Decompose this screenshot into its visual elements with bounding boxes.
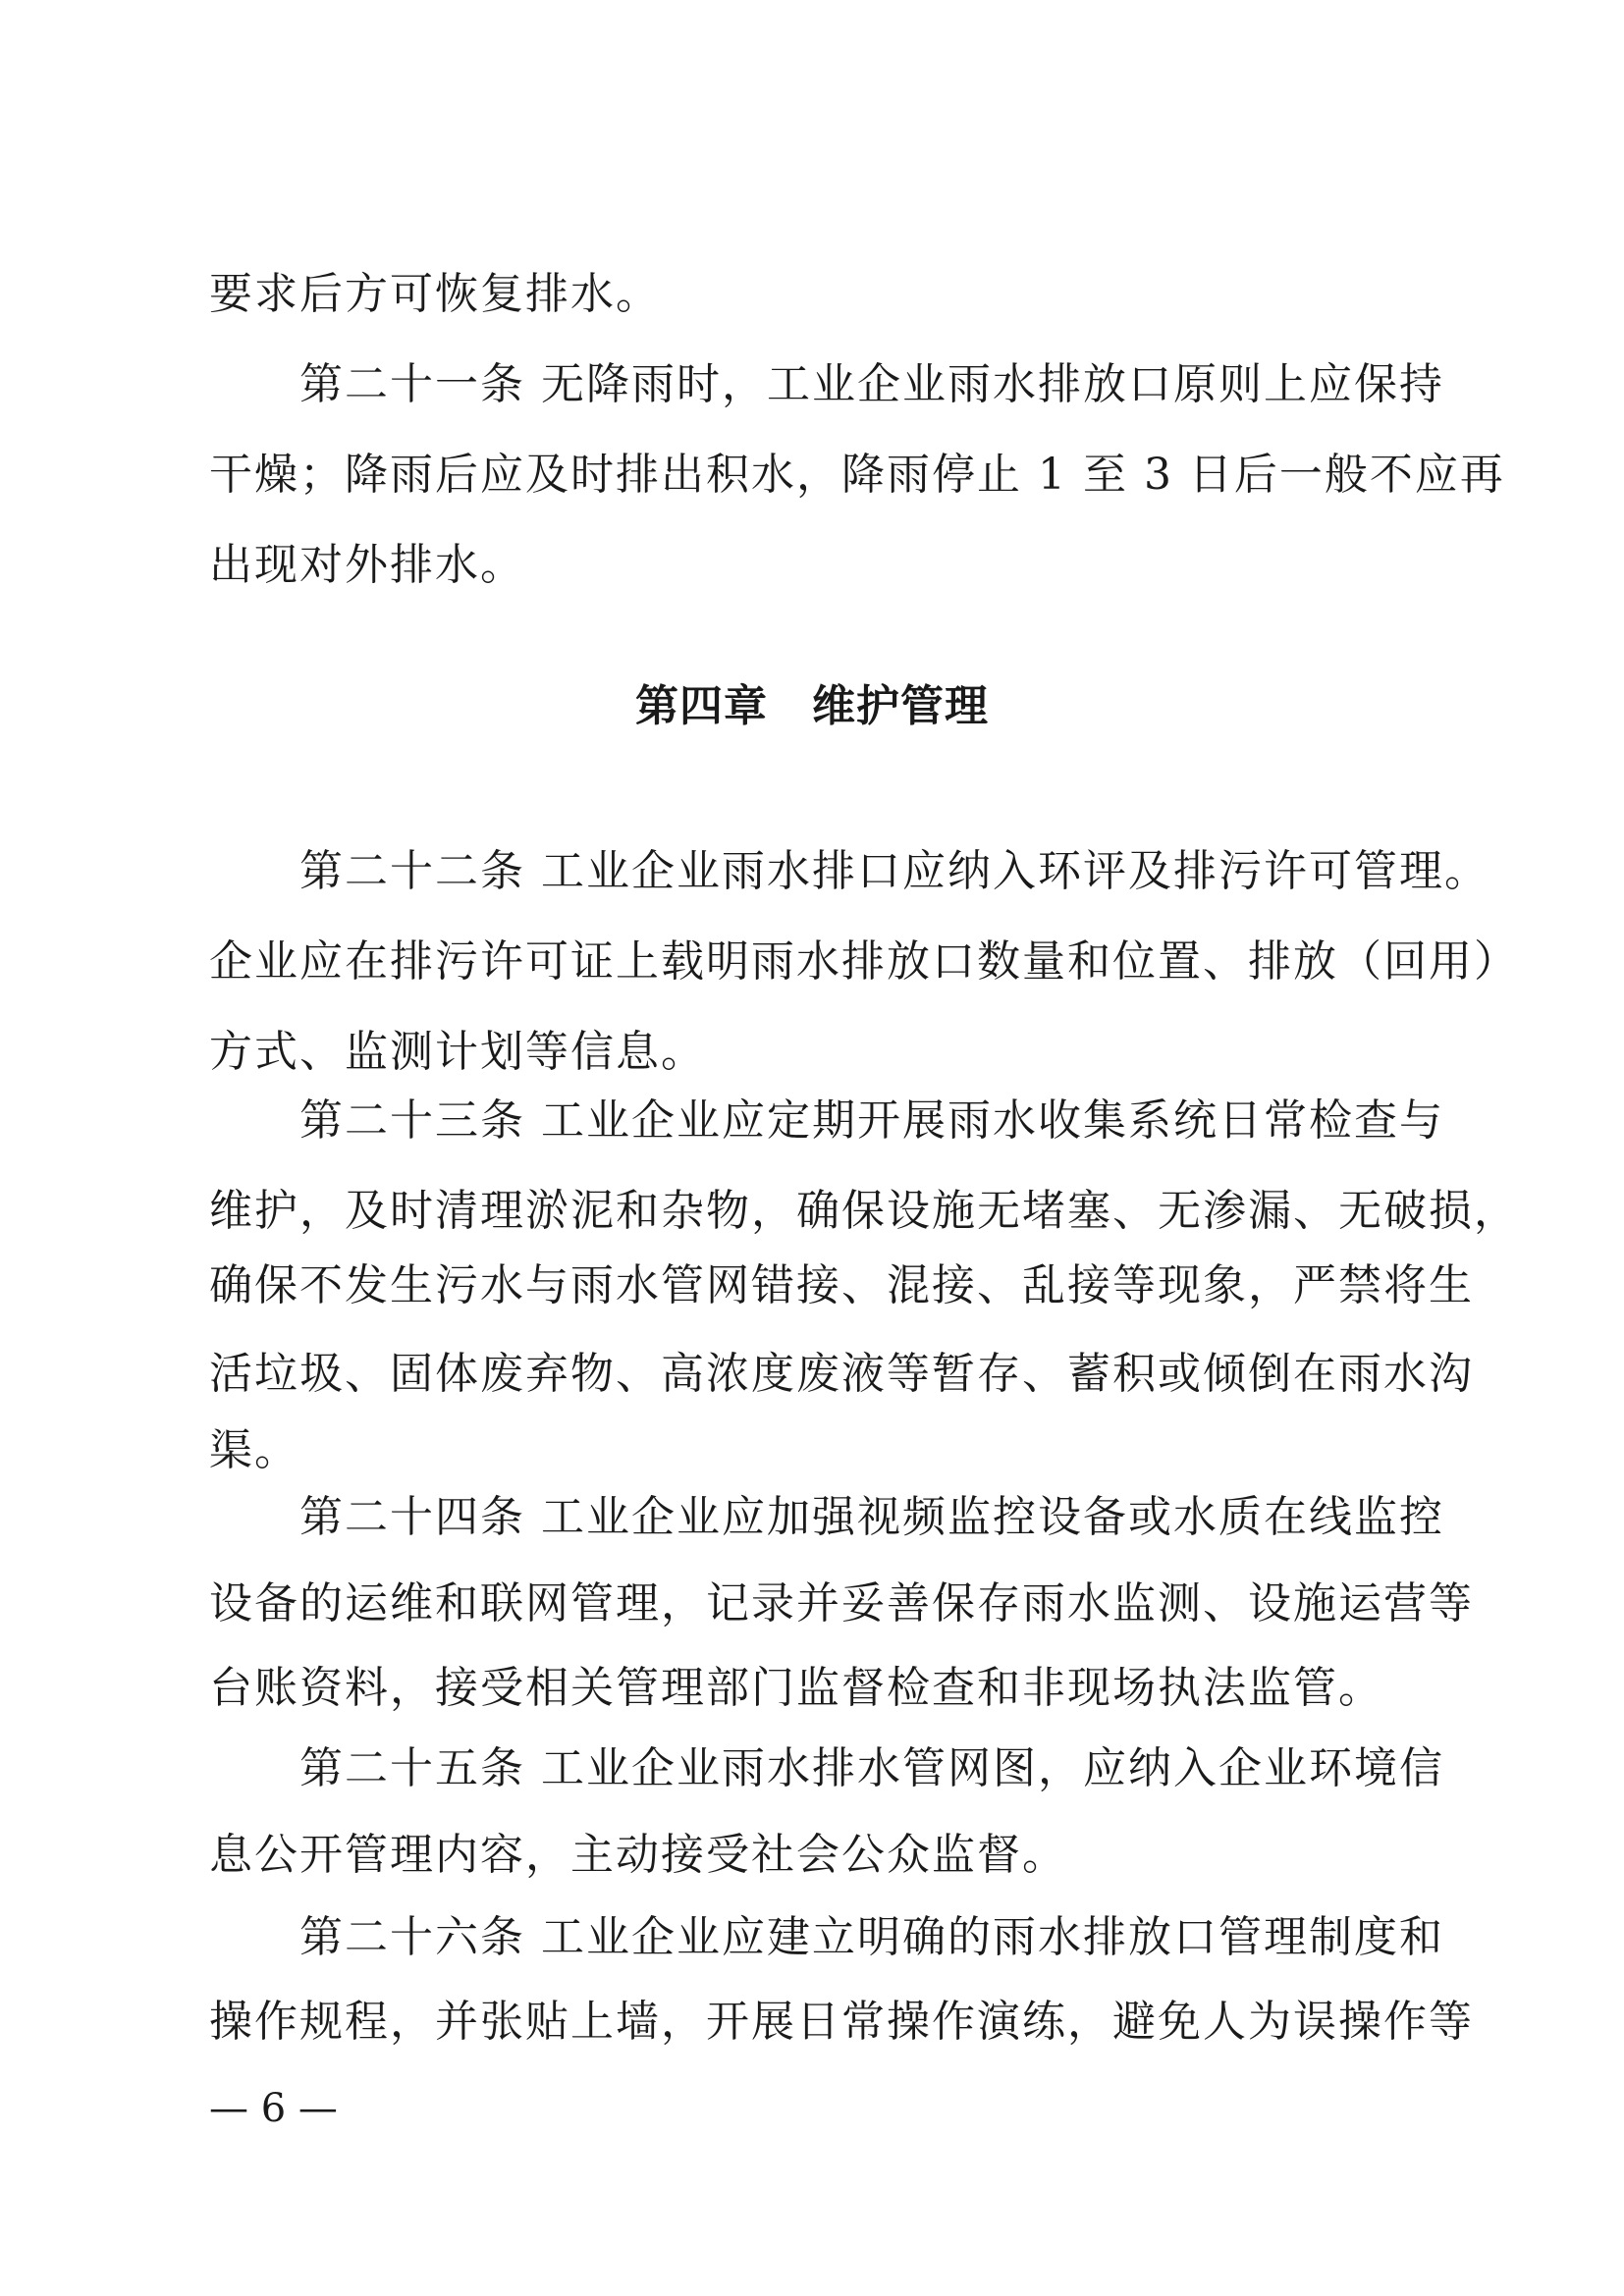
text-line: 息公开管理内容，主动接受社会公众监督。: [209, 1830, 1067, 1880]
text-line: 渠。: [209, 1425, 299, 1475]
text-line: 第二十四条 工业企业应加强视频监控设备或水质在线监控: [209, 1492, 1444, 1542]
text-line: 确保不发生污水与雨水管网错接、混接、乱接等现象，严禁将生: [209, 1260, 1474, 1310]
text-line: 干燥；降雨后应及时排出积水，降雨停止 1 至 3 日后一般不应再: [209, 450, 1505, 500]
text-line: 活垃圾、固体废弃物、高浓度废液等暂存、蓄积或倾倒在雨水沟: [209, 1349, 1474, 1399]
text-line: 要求后方可恢复排水。: [209, 269, 661, 319]
text-line: 方式、监测计划等信息。: [209, 1027, 706, 1077]
text-line: 设备的运维和联网管理，记录并妥善保存雨水监测、设施运营等: [209, 1578, 1474, 1629]
chapter-heading: 第四章 维护管理: [635, 681, 989, 731]
text-line: 维护，及时清理淤泥和杂物，确保设施无堵塞、无渗漏、无破损，: [209, 1186, 1519, 1236]
page-number: — 6 —: [209, 2086, 338, 2131]
text-line: 第二十一条 无降雨时，工业企业雨水排放口原则上应保持: [209, 359, 1444, 409]
text-line: 企业应在排污许可证上载明雨水排放口数量和位置、排放（回用）: [209, 936, 1519, 987]
text-line: 第二十三条 工业企业应定期开展雨水收集系统日常检查与: [209, 1095, 1444, 1146]
text-line: 出现对外排水。: [209, 540, 525, 590]
text-line: 操作规程，并张贴上墙，开展日常操作演练，避免人为误操作等: [209, 1997, 1474, 2047]
text-line: 第二十六条 工业企业应建立明确的雨水排放口管理制度和: [209, 1912, 1444, 1962]
text-line: 台账资料，接受相关管理部门监督检查和非现场执法监管。: [209, 1663, 1383, 1713]
text-line: 第二十二条 工业企业雨水排口应纳入环评及排污许可管理。: [209, 846, 1489, 896]
text-line: 第二十五条 工业企业雨水排水管网图，应纳入企业环境信: [209, 1743, 1444, 1793]
